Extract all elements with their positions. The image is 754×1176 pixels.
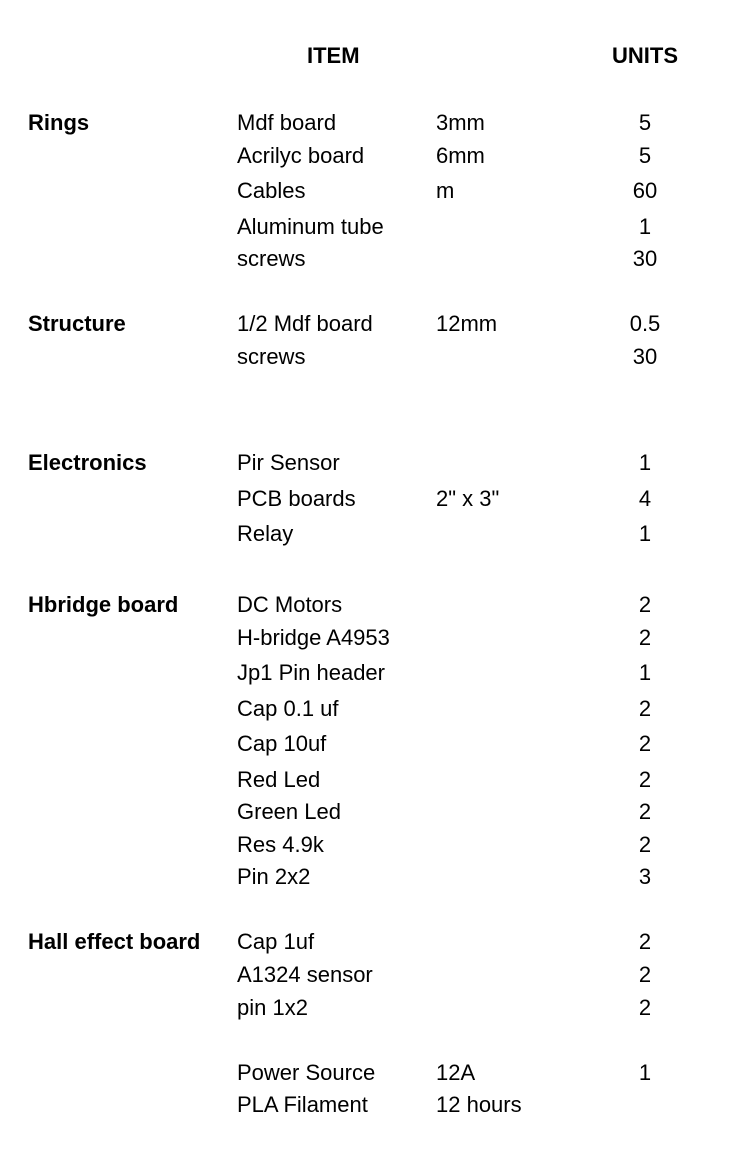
item-units: 2 bbox=[638, 995, 652, 1020]
category-label: Hall effect board bbox=[28, 929, 201, 954]
table-row bbox=[0, 996, 754, 1020]
table-row bbox=[0, 1093, 754, 1117]
table-row bbox=[0, 963, 754, 987]
item-units: 2 bbox=[638, 696, 652, 721]
item-name: Relay bbox=[237, 521, 294, 546]
table-row bbox=[0, 768, 754, 792]
category-label: Hbridge board bbox=[28, 592, 179, 617]
item-spec: 12mm bbox=[436, 311, 498, 336]
table-row bbox=[0, 800, 754, 824]
table-row bbox=[0, 111, 754, 135]
item-units: 0.5 bbox=[629, 311, 661, 336]
item-name: Cap 10uf bbox=[237, 731, 327, 756]
table-row bbox=[0, 661, 754, 685]
table-row bbox=[0, 593, 754, 617]
item-units: 1 bbox=[638, 521, 652, 546]
item-name: Power Source bbox=[237, 1060, 376, 1085]
table-row bbox=[0, 930, 754, 954]
item-spec: 12A bbox=[436, 1060, 476, 1085]
table-row bbox=[0, 247, 754, 271]
item-name: Jp1 Pin header bbox=[237, 660, 385, 685]
table-row bbox=[0, 697, 754, 721]
item-name: Mdf board bbox=[237, 110, 337, 135]
item-units: 2 bbox=[638, 832, 652, 857]
item-name: 1/2 Mdf board bbox=[237, 311, 373, 336]
item-name: PLA Filament bbox=[237, 1092, 368, 1117]
item-units: 2 bbox=[638, 929, 652, 954]
item-units: 1 bbox=[638, 660, 652, 685]
header-item: ITEM bbox=[307, 43, 360, 68]
table-row bbox=[0, 345, 754, 369]
item-spec: 12 hours bbox=[436, 1092, 522, 1117]
item-name: Cables bbox=[237, 178, 306, 203]
item-units: 30 bbox=[632, 344, 658, 369]
item-units: 2 bbox=[638, 767, 652, 792]
table-row bbox=[0, 487, 754, 511]
item-name: screws bbox=[237, 344, 306, 369]
item-name: DC Motors bbox=[237, 592, 343, 617]
table-row bbox=[0, 1061, 754, 1085]
item-units: 60 bbox=[632, 178, 658, 203]
item-units: 3 bbox=[638, 864, 652, 889]
item-name: screws bbox=[237, 246, 306, 271]
table-row bbox=[0, 732, 754, 756]
header-units: UNITS bbox=[612, 43, 678, 68]
item-units: 1 bbox=[638, 1060, 652, 1085]
table-row bbox=[0, 522, 754, 546]
item-units: 4 bbox=[638, 486, 652, 511]
table-row bbox=[0, 215, 754, 239]
item-name: Pin 2x2 bbox=[237, 864, 311, 889]
table-row bbox=[0, 865, 754, 889]
item-units: 2 bbox=[638, 799, 652, 824]
item-name: Cap 0.1 uf bbox=[237, 696, 339, 721]
table-row bbox=[0, 312, 754, 336]
item-spec: 3mm bbox=[436, 110, 485, 135]
item-name: PCB boards bbox=[237, 486, 356, 511]
item-units: 5 bbox=[638, 110, 652, 135]
item-name: Aluminum tube bbox=[237, 214, 384, 239]
category-label: Rings bbox=[28, 110, 90, 135]
category-label: Electronics bbox=[28, 450, 147, 475]
item-name: H-bridge A4953 bbox=[237, 625, 390, 650]
item-name: Green Led bbox=[237, 799, 341, 824]
category-label: Structure bbox=[28, 311, 126, 336]
item-name: A1324 sensor bbox=[237, 962, 373, 987]
item-units: 1 bbox=[638, 450, 652, 475]
item-units: 1 bbox=[638, 214, 652, 239]
table-row bbox=[0, 179, 754, 203]
table-row bbox=[0, 833, 754, 857]
item-name: Res 4.9k bbox=[237, 832, 324, 857]
item-units: 5 bbox=[638, 143, 652, 168]
table-row bbox=[0, 626, 754, 650]
item-spec: m bbox=[436, 178, 455, 203]
item-spec: 2" x 3" bbox=[436, 486, 500, 511]
item-name: Acrilyc board bbox=[237, 143, 365, 168]
item-name: Red Led bbox=[237, 767, 321, 792]
item-units: 2 bbox=[638, 625, 652, 650]
item-spec: 6mm bbox=[436, 143, 485, 168]
item-units: 2 bbox=[638, 962, 652, 987]
item-name: pin 1x2 bbox=[237, 995, 308, 1020]
item-name: Cap 1uf bbox=[237, 929, 315, 954]
table-row bbox=[0, 451, 754, 475]
item-units: 2 bbox=[638, 731, 652, 756]
item-units: 30 bbox=[632, 246, 658, 271]
table-row bbox=[0, 144, 754, 168]
item-units: 2 bbox=[638, 592, 652, 617]
item-name: Pir Sensor bbox=[237, 450, 340, 475]
